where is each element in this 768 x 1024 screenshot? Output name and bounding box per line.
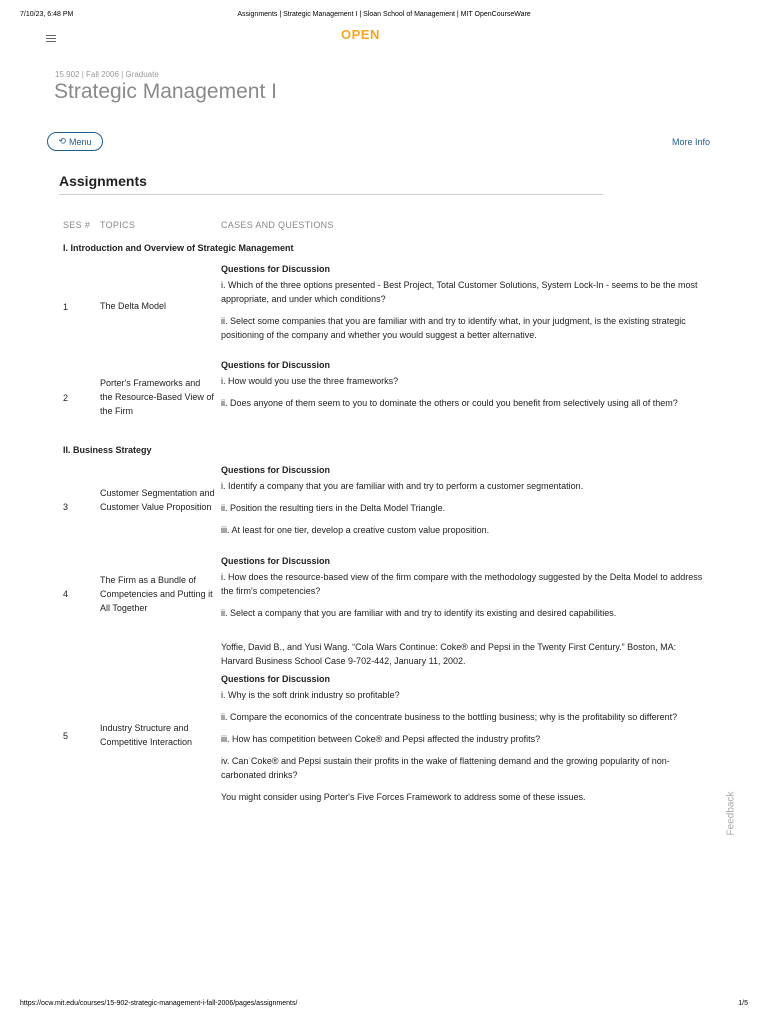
question-item: i. Identify a company that you are familiar with and try to perform a customer segmentation. xyxy=(221,481,584,491)
session-cases xyxy=(221,556,703,628)
question-item: i. Why is the soft drink industry so profitable? xyxy=(221,690,400,700)
question-item: ii. Select a company that you are familiar with and try to identify its existing and desired capabilities. xyxy=(221,608,617,618)
course-title[interactable]: Strategic Management I xyxy=(54,80,277,103)
session-topic: The Delta Model xyxy=(100,301,167,311)
question-item: i. How would you use the three frameworks? xyxy=(221,376,399,386)
print-page-title: Assignments | Strategic Management I | Sloan School of Management | MIT OpenCourseWare xyxy=(237,11,531,18)
session-topic: The Firm as a Bundle of Competencies and Putting it All Together xyxy=(100,575,213,613)
question-note: You might consider using Porter's Five Forces Framework to address some of these issues. xyxy=(221,792,586,802)
refresh-icon: ⟲ xyxy=(58,136,67,146)
column-header-topics: TOPICS xyxy=(100,220,136,230)
course-menu-button[interactable] xyxy=(47,132,103,151)
questions-heading: Questions for Discussion xyxy=(221,360,331,370)
questions-heading: Questions for Discussion xyxy=(221,264,331,274)
session-number: 5 xyxy=(63,731,69,741)
group-heading: I. Introduction and Overview of Strategic Management xyxy=(63,243,294,253)
questions-heading: Questions for Discussion xyxy=(221,674,331,684)
hamburger-menu-icon[interactable] xyxy=(46,35,56,42)
course-meta: 15.902 | Fall 2006 | Graduate xyxy=(55,70,159,79)
session-number: 1 xyxy=(63,302,69,312)
menu-button-label: Menu xyxy=(69,136,92,147)
case-citation: Yoffie, David B., and Yusi Wang. “Cola Wars Continue: Coke® and Pepsi in the Twenty First Century.” Boston, MA: Harvard Business School Case 9-702-442, January 11, 2002. xyxy=(221,642,677,666)
session-cases xyxy=(221,360,703,418)
column-header-ses: SES # xyxy=(63,220,91,230)
question-item: i. How does the resource-based view of the firm compare with the methodology suggested by the Delta Model to address the firm's competencies? xyxy=(221,572,703,596)
session-cases xyxy=(221,264,703,350)
question-item: ii. Does anyone of them seem to you to dominate the others or could you benefit from selectively using all of them? xyxy=(221,398,678,408)
question-item: i. Which of the three options presented - Best Project, Total Customer Solutions, System Lock-In - seems to be the most appropriate, and under which conditions? xyxy=(221,280,698,304)
feedback-tab[interactable] xyxy=(724,790,738,840)
session-cases xyxy=(221,465,703,545)
section-divider xyxy=(59,194,603,195)
question-item: iv. Can Coke® and Pepsi sustain their profits in the wake of flattening demand and the growing popularity of non-carbonated drinks? xyxy=(221,756,670,780)
page-title: Assignments xyxy=(59,173,147,189)
session-topic: Porter's Frameworks and the Resource-Based View of the Firm xyxy=(100,378,214,416)
more-info-link[interactable]: More Info xyxy=(672,137,711,147)
print-date: 7/10/23, 6:48 PM xyxy=(20,11,74,18)
session-number: 3 xyxy=(63,502,69,512)
session-number: 2 xyxy=(63,393,69,403)
question-item: ii. Select some companies that you are familiar with and try to identify what, in your judgment, is the existing strategic positioning of the company and whether you would suggest a better alternative. xyxy=(221,316,686,340)
ocw-open-logo[interactable]: OPEN xyxy=(341,27,380,42)
question-item: iii. How has competition between Coke® and Pepsi affected the industry profits? xyxy=(221,734,541,744)
print-header xyxy=(20,11,748,21)
feedback-label: Feedback xyxy=(725,791,737,836)
question-item: ii. Position the resulting tiers in the Delta Model Triangle. xyxy=(221,503,446,513)
column-header-cases: CASES AND QUESTIONS xyxy=(221,220,334,230)
session-number: 4 xyxy=(63,589,69,599)
session-cases xyxy=(221,640,703,812)
question-item: iii. At least for one tier, develop a creative custom value proposition. xyxy=(221,525,490,535)
questions-heading: Questions for Discussion xyxy=(221,465,331,475)
group-heading: II. Business Strategy xyxy=(63,445,152,455)
session-topic: Customer Segmentation and Customer Value Proposition xyxy=(100,488,215,512)
session-topic: Industry Structure and Competitive Interaction xyxy=(100,723,193,747)
print-url: https://ocw.mit.edu/courses/15-902-strategic-management-i-fall-2006/pages/assignments/ xyxy=(20,1000,298,1007)
print-page-number: 1/5 xyxy=(738,1000,748,1007)
question-item: ii. Compare the economics of the concentrate business to the bottling business; why is the profitability so different? xyxy=(221,712,678,722)
questions-heading: Questions for Discussion xyxy=(221,556,331,566)
print-footer xyxy=(20,1000,748,1010)
